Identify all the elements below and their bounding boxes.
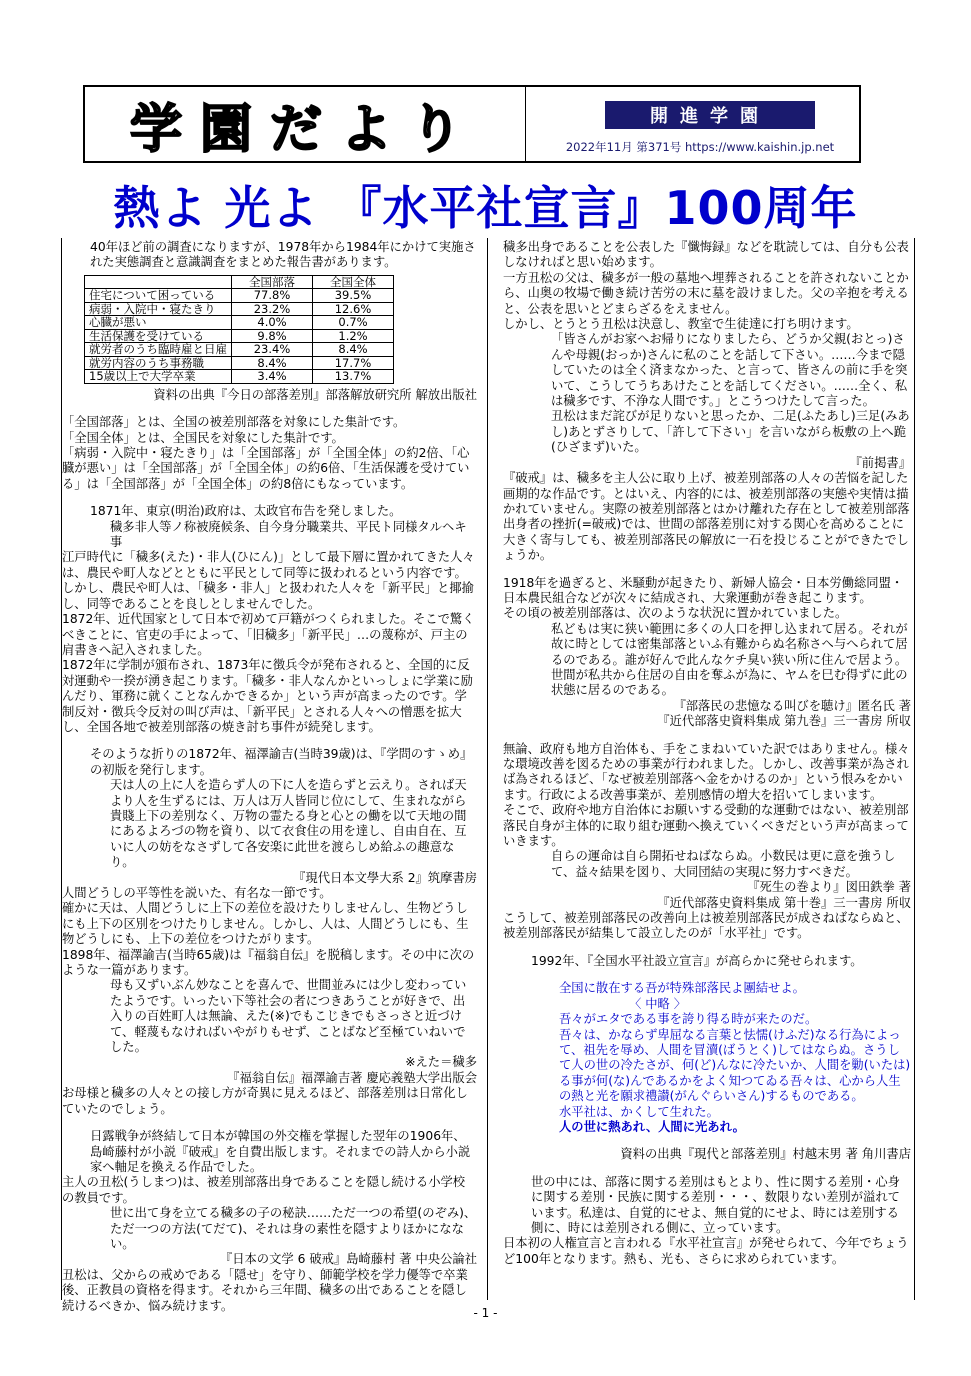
source-citation: 『福翁自伝』福澤諭吉著 慶応義塾大学出版会	[227, 1070, 477, 1085]
source-citation: 『現代日本文學大系 2』筑摩書房	[293, 870, 477, 885]
page-title: 熱よ 光よ 『水平社宣言』100周年	[113, 181, 858, 235]
source-citation: 『近代部落史資料集成 第十巻』三一書房 所収	[657, 895, 911, 910]
quote: 穢多非人等ノ称被廃候条、自今身分職業共、平民ト同様タルヘキ事	[110, 519, 467, 550]
table-cell: 8.4%	[313, 343, 394, 357]
paragraph: しかし、とうとう丑松は決意し、教室で生徒達に打ち明けます。	[503, 317, 859, 332]
table-header-row	[85, 275, 394, 289]
note: ※えた＝穢多	[405, 1055, 477, 1070]
school-name: 開進学園	[605, 101, 815, 129]
paragraph: 『破戒』は、穢多を主人公に取り上げ、被差別部落の人々の苦悩を記した画期的な作品です。とはいえ、内容的には、被差別部落の実態や実情は描かれていません。実際の被差別部落とはかけ離れた存在として被差別部落出身者の挫折(=破戒)では、世間の部落差別に対する関心を高めることに大きく寄与しても、被差別部落民の解放に一石を投じることができたでしょうか。	[503, 471, 910, 563]
paragraph: お母様と穢多の人々との接し方が奇異に見えるほど、部落差別は日常化していたのでしょう。	[62, 1086, 468, 1116]
table-cell: 17.7%	[313, 356, 394, 370]
declaration-line: 吾々は、かならず卑屈なる言葉と怯懦(けふだ)なる行為によって、祖先を辱め、人間を冒瀆(ばうとく)してはならぬ。さうして人の世の冷たさが、何(ど)んなに冷たいか、人間を勦(いたは)る事が何(な)んであるかをよく知つてゐる吾々は、心から人生の熱と光を願求禮讃(がんぐらいさん)するものである。	[559, 1027, 911, 1104]
paragraph: 40年ほど前の調査になりますが、1978年から1984年にかけて実施された実態調査と意識調査をまとめた報告書があります。	[90, 240, 476, 270]
quote: 母も又ずいぶん妙なことを喜んで、世間並みには少し変わっていたようです。いったい下等社会の者につきあうことが好きで、出入りの百姓町人は無論、えた(※)でもこじきでもさっさと近づけて、軽蔑もなければいやがりもせず、ことばなど至極ていねいでした。	[110, 978, 467, 1055]
paragraph: 主人の丑松(うしまつ)は、被差別部落出身であることを隠し続ける小学校の教員です。	[62, 1175, 466, 1205]
table-cell: 就労者のうち臨時雇と日雇	[85, 343, 232, 357]
table-cell: 病弱・入院中・寝たきり	[85, 302, 232, 316]
quote: 丑松はまだ詫びが足りないと思ったか、二足(ふたあし)三足(みあし)あとずさりして、「許して下さい」を言いながら板敷の上へ跪(ひざまず)いた。	[551, 409, 910, 455]
table-cell: 39.5%	[313, 289, 394, 303]
table-cell: 心臓が悪い	[85, 316, 232, 330]
source-citation: 資料の出典『現代と部落差別』村越末男 著 角川書店	[620, 1147, 911, 1162]
table-row	[85, 356, 394, 370]
statistics-table	[84, 275, 394, 384]
declaration-line: 人の世に熱あれ、人間に光あれ。	[559, 1119, 745, 1134]
paragraph: 丑松は、父からの戒めである「隠せ」を守り、師範学校を学力優等で卒業後、正教員の資格を得ます。それから三年間、穢多の出であることを隠し続けるべきか、悩み続けます。	[62, 1267, 468, 1313]
paragraph: そのような折りの1872年、福澤諭吉(当時39歳)は、『学問のすゝめ』の初版を発行します。	[90, 747, 473, 777]
paragraph: 1872年に学制が頒布され、1873年に徴兵令が発布されると、全国的に反対運動や一揆が湧き起こります。「穢多・非人なんかといっしょに学業に励んだり、軍務に就くことなんかできるか」という声が高まったのです。学制反対・徴兵令反対の叫び声は、「新平民」とされる人々への憎悪を拡大し、全国各地で被差別部落の焼き討ち事件が続発します。	[62, 658, 473, 734]
quote: 世に出て身を立てる穢多の子の秘訣……ただ一つの希望(のぞみ)、ただ一つの方法(てだて)、それは身の素性を隠すよりほかになない。	[110, 1206, 477, 1251]
paragraph: 日露戦争が終結して日本が韓国の外交権を掌握した翌年の1906年、島崎藤村が小説『破戒』を自費出版します。それまでの詩人から小説家へ軸足を換える作品でした。	[90, 1129, 471, 1174]
source-citation: 『近代部落史資料集成 第九巻』三一書房 所収	[657, 714, 911, 729]
table-row	[85, 302, 394, 316]
paragraph: その頃の被差別部落は、次のような状況に置かれていました。	[503, 606, 848, 621]
table-cell: 12.6%	[313, 302, 394, 316]
table-header-cell: 全国部落	[232, 275, 313, 289]
quote: 天は人の上に人を造らず人の下に人を造らずと云えり。されば天より人を生ずるには、万人は万人皆同じ位にして、生まれながら貴賤上下の差別なく、万物の霊たる身と心との働を以て天地の間にあるよろづの物を資り、以て衣食住の用を達し、自由自在、互いに人の妨をなさずして各安楽に此世を渡らしめ給ふの趣意なり。	[110, 778, 467, 870]
paragraph: 1872年、近代国家として日本で初めて戸籍がつくられました。そこで驚くべきことに、官吏の手によって、「旧穢多」「新平民」…の蔑称が、戸主の肩書きへ記入されました。	[62, 612, 475, 657]
table-row	[85, 343, 394, 357]
quote: 私どもは実に狭い範囲に多くの人口を押し込まれて居る。それが故に時としては密集部落といふ有難からぬ名称さへ与へられて居るのである。誰が好んで此んなケチ臭い狭い所に住んで居よう。世間が私共から住居の自由を奪ふが為に、ヤムを巳む得ずに此の状態に居るのである。	[551, 621, 908, 698]
table-cell: 1.2%	[313, 329, 394, 343]
paragraph: 穢多出身であることを公表した『懺悔録』などを耽読しては、自分も公表しなければと思い始めます。	[503, 240, 909, 270]
table-cell: 77.8%	[232, 289, 313, 303]
table-cell: 13.7%	[313, 370, 394, 384]
table-cell: 就労内容のうち事務職	[85, 356, 232, 370]
source-citation: 『死生の巻より』図田鉄拳 著	[747, 880, 911, 895]
table-cell: 23.2%	[232, 302, 313, 316]
source-citation: 『部落民の悲憶なる叫びを聴け』匿名氏 著	[673, 698, 911, 713]
issue-info: 2022年11月 第371号 https://www.kaishin.jp.net	[565, 140, 835, 154]
table-row	[85, 329, 394, 343]
column-rule-right	[914, 238, 915, 1300]
table-header-cell	[85, 275, 232, 289]
paragraph: 世の中には、部落に関する差別はもとより、性に関する差別・心身に関する差別・民族に関する差別・・・、数限りない差別が溢れています。私達は、自覚的にせよ、無自覚的にせよ、時には差別する側に、時には差別される側に、立っています。	[531, 1174, 900, 1235]
table-cell: 0.7%	[313, 316, 394, 330]
newsletter-logo: 学園だより	[85, 87, 526, 161]
quote: 「皆さんがお家へお帰りになりましたら、どうか父親(おとっ)さんや母親(おっか)さんに私のことを話して下さい。……今まで隠していたのは全く済まなかった、と言って、皆さんの前に手を突いて、こうしてうちあけたことを話してください。……全く、私は穢多です、不浄な人間です。」とこうつけたして言った。	[551, 332, 908, 409]
paragraph: こうして、被差別部落民の改善向上は被差別部落民が成さねばならぬと、被差別部落民が結集して設立したのが「水平社」です。	[503, 911, 909, 941]
masthead	[83, 85, 861, 163]
declaration-line: 水平社は、かくして生れた。	[559, 1104, 719, 1119]
quote: 自らの運命は自ら開拓せねばならぬ。小数民は更に意を強うして、益々結果を図り、大同団結の実現に努力すべきだ。	[551, 849, 896, 879]
paragraph: 1898年、福澤諭吉(当時65歳)は『福翁自伝』を脱稿します。その中に次のような一篇があります。	[62, 947, 475, 978]
paragraph: 「全国全体」とは、全国民を対象にした集計です。	[62, 430, 344, 445]
paragraph: 無論、政府も地方自治体も、手をこまねいていた訳ではありません。様々な環境改善を図るための事業が行われました。しかし、改善事業が為されば為されるほど、「なぜ被差別部落へ金をかけるのか」という恨みをかいます。行政による改善事業が、差別感情の増大を招いてしまいます。	[503, 741, 910, 802]
table-row	[85, 316, 394, 330]
table-cell: 15歳以上で大学卒業	[85, 370, 232, 384]
declaration-line: 〈 中略 〉	[629, 996, 687, 1011]
paragraph: 1992年、『全国水平社設立宣言』が高らかに発せられます。	[531, 953, 863, 968]
source-citation: 『前掲書』	[849, 455, 911, 470]
table-cell: 住宅について困っている	[85, 289, 232, 303]
paragraph: 日本初の人権宣言と言われる『水平社宣言』が発せられて、今年でちょうど100年となります。熱も、光も、さらに求められています。	[503, 1236, 909, 1266]
table-cell: 9.8%	[232, 329, 313, 343]
declaration-quote	[503, 981, 911, 1135]
paragraph: 人間どうしの平等性を説いた、有名な一節です。	[62, 886, 332, 900]
table-cell: 4.0%	[232, 316, 313, 330]
paragraph: 江戸時代に「穢多(えた)・非人(ひにん)」として最下層に置かれてきた人々は、農民や町人などとともに平民として同等に扱われるという内容です。	[62, 550, 475, 580]
paragraph: 1871年、東京(明治)政府は、太政官布告を発しました。	[90, 504, 402, 519]
table-row	[85, 289, 394, 303]
declaration-line: 吾々がエタである事を誇り得る時が来たのだ。	[559, 1012, 818, 1027]
declaration-line: 全国に散在する吾が特殊部落民よ團結せよ。	[559, 981, 805, 996]
paragraph: しかし、農民や町人は、「穢多・非人」と扱われた人々を「新平民」と揶揄し、同等であることを良しとしませんでした。	[62, 581, 474, 611]
page-number: - 1 -	[473, 1306, 498, 1320]
left-column	[62, 240, 477, 1314]
paragraph: 「病弱・入院中・寝たきり」は「全国部落」が「全国全体」の約2倍、「心臓が悪い」は「全国部落」が「全国全体」の約6倍、「生活保護を受けている」は「全国部落」が「全国全体」の約8倍にもなっています。	[62, 446, 470, 491]
table-cell: 8.4%	[232, 356, 313, 370]
paragraph: 「全国部落」とは、全国の被差別部落を対象にした集計です。	[62, 415, 406, 430]
table-cell: 3.4%	[232, 370, 313, 384]
source-citation: 資料の出典『今日の部落差別』部落解放研究所 解放出版社	[153, 387, 477, 402]
table-cell: 生活保護を受けている	[85, 329, 232, 343]
paragraph: 一方丑松の父は、穢多が一般の墓地へ埋葬されることを許されないことから、山奥の牧場で働き続け苦労の末に墓を設けました。父の辛抱を考えると、公表を思いとどまらざるをえません。	[503, 270, 909, 316]
table-header-cell: 全国全体	[313, 275, 394, 289]
paragraph: 確かに天は、人間どうしに上下の差位を設けたりしませんし、生物どうしにも上下の区別をつけたりしません。しかし、人は、人間どうしにも、生物どうしにも、上下の差位をつけたがります。	[62, 901, 469, 947]
paragraph: 1918年を過ぎると、米騒動が起きたり、新婦人協会・日本労働総同盟・日本農民組合などが次々に結成され、大衆運動が巻き起こります。	[503, 575, 904, 605]
paragraph: そこで、政府や地方自治体にお願いする受動的な運動ではない、被差別部落民自身が主体的に取り組む運動へ換えていくべきだという声が高まっていきます。	[503, 803, 909, 849]
column-rule-middle	[487, 238, 488, 1300]
table-row	[85, 370, 394, 384]
right-column	[503, 240, 911, 1267]
source-citation: 『日本の文学 6 破戒』島崎藤村 著 中央公論社	[219, 1252, 477, 1267]
table-cell: 23.4%	[232, 343, 313, 357]
